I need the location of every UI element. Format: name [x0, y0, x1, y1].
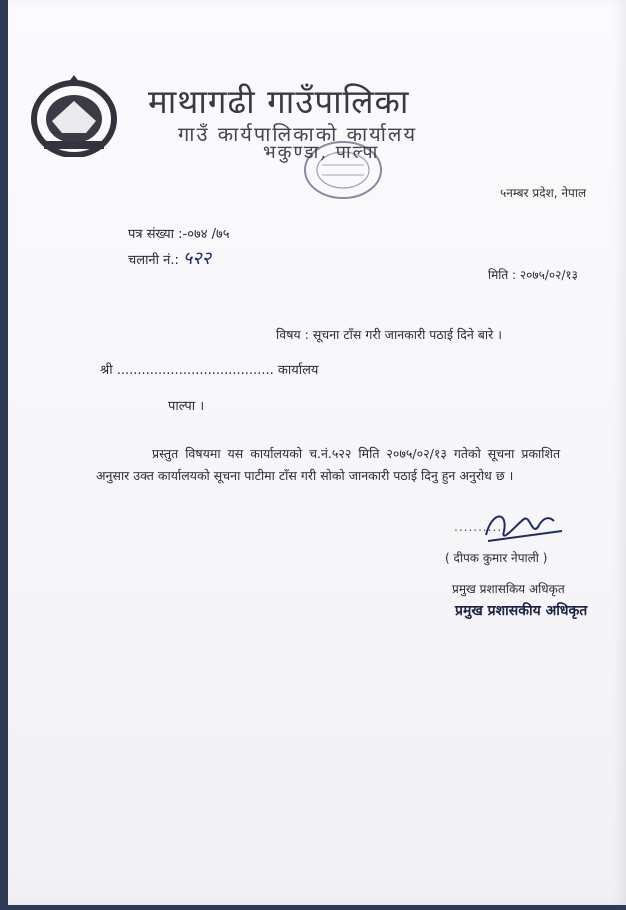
designation-stamp: प्रमुख प्रशासकीय अधिकृत	[455, 603, 588, 619]
province-label: ५नम्बर प्रदेश, नेपाल	[500, 186, 587, 200]
letter-subject: विषय : सूचना टाँस गरी जानकारी पठाई दिने बारे ।	[276, 327, 502, 342]
handwritten-signature-icon	[478, 505, 568, 550]
letter-page	[8, 0, 626, 905]
signatory-title: प्रमुख प्रशासकिय अधिकृत	[452, 582, 565, 596]
letter-number: पत्र संख्या :-०७४ /७५	[128, 227, 230, 242]
letter-date: मिति : २०७५/०२/१३	[488, 268, 578, 282]
municipality-title: माथागढी गाउँपालिका	[148, 82, 410, 121]
office-place: भकुण्डा, पाल्पा	[263, 142, 380, 163]
nepal-emblem-icon	[30, 75, 118, 157]
body-line-2: अनुसार उक्त कार्यालयको सूचना पाटीमा टाँस गरी सोको जानकारी पठाई दिनु हुन अनुरोध छ ।	[96, 468, 514, 483]
signatory-name: ( दीपक कुमार नेपाली )	[445, 551, 548, 565]
dispatch-label: चलानी नं.:	[128, 253, 179, 268]
round-stamp-icon	[298, 135, 388, 205]
recipient-line: श्री ...................................... कार्यालय	[100, 363, 319, 378]
dispatch-number-row	[128, 246, 211, 270]
body-line-1: प्रस्तुत विषयमा यस कार्यालयको च.नं.५२२ मिति २०७५/०२/१३ गतेको सूचना प्रकाशित	[152, 446, 561, 461]
signature-dots: ..........	[454, 520, 503, 534]
recipient-place: पाल्पा ।	[168, 399, 205, 414]
office-subtitle: गाउँ कार्यपालिकाको कार्यालय	[178, 122, 418, 146]
dispatch-number: ५२२	[182, 248, 211, 269]
